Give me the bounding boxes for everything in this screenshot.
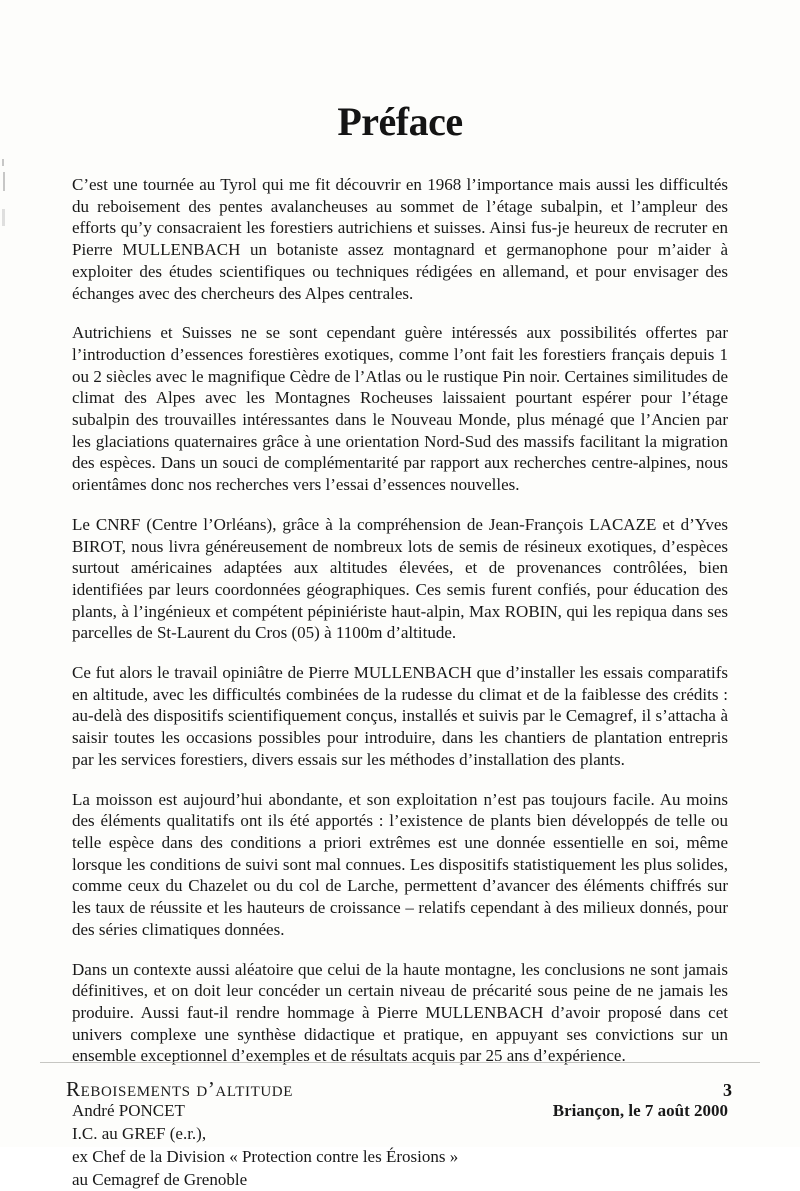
preface-paragraph: Ce fut alors le travail opiniâtre de Pierre MULLENBACH que d’installer les essais comparatifs en altitude, avec les difficultés combinées de la rudesse du climat et de la faiblesse des crédits : au-delà des dispositifs scientifiquement conçus, installés et suivis par le Cemagref, il s’attacha à saisir toutes les occasions possibles pour introduire, dans les chantiers de plantation entrepris par les services forestiers, divers essais sur les méthodes d’installation des plants.	[72, 663, 728, 769]
preface-paragraph: Dans un contexte aussi aléatoire que celui de la haute montagne, les conclusions ne sont jamais définitives, et on doit leur concéder un certain niveau de précarité sous peine de ne jamais les produire. Aussi faut-il rendre hommage à Pierre MULLENBACH d’avoir proposé dans cet univers complexe une synthèse didactique et pratique, en appuyant ses convictions sur un ensemble exceptionnel d’exemples et de résultats acquis par 25 ans d’expérience.	[72, 959, 728, 1066]
author-title: I.C. au GREF (e.r.),	[72, 1124, 207, 1144]
preface-body	[72, 174, 728, 1067]
scan-artifact	[2, 159, 4, 166]
scan-artifact	[3, 172, 5, 191]
running-book-title: Reboisements d’altitude	[66, 1077, 293, 1101]
signature-row	[72, 1099, 728, 1122]
preface-paragraph: La moisson est aujourd’hui abondante, et son exploitation n’est pas toujours facile. Au moins des éléments qualitatifs ont ils été apportés : l’existence de plants bien développés de telle ou telle espèce dans des conditions a priori extrêmes est une donnée essentielle en soi, même lorsque les conditions de suivi sont mal connues. Les dispositifs statistiquement les plus solides, comme ceux du Chazelet ou du col de Larche, permettent d’avancer des éléments chiffrés sur les taux de réussite et les hauteurs de croissance – relatifs cependant à des milieux donnés, pour des séries climatiques données.	[72, 789, 728, 939]
place-and-date: Briançon, le 7 août 2000	[552, 1101, 728, 1121]
preface-paragraph: C’est une tournée au Tyrol qui me fit découvrir en 1968 l’importance mais aussi les difficultés du reboisement des pentes avalancheuses au sommet de l’étage subalpin, et l’ampleur des efforts qu’y consacraient les forestiers autrichiens et suisses. Ainsi fus-je heureux de recruter en Pierre MULLENBACH un botaniste assez montagnard et germanophone pour m’aider à exploiter des études scientifiques ou techniques rédigées en allemand, et pour envisager des échanges avec des chercheurs des Alpes centrales.	[72, 175, 728, 303]
page-number: 3	[723, 1080, 732, 1100]
scan-artifact	[2, 209, 5, 226]
preface-paragraph: Autrichiens et Suisses ne se sont cependant guère intéressés aux possibilités offertes par l’introduction d’essences forestières exotiques, comme l’ont fait les forestiers français depuis 1 ou 2 siècles avec le magnifique Cèdre de l’Atlas ou le rustique Pin noir. Certaines similitudes de climat des Alpes avec les Montagnes Rocheuses laissaient pourtant espérer pour l’étage subalpin des trouvailles intéressantes dans le Nouveau Monde, plus ménagé que l’Ancien par les glaciations quaternaires grâce à une orientation Nord-Sud des massifs facilitant la migration des espèces. Dans un souci de complémentarité par rapport aux recherches centre-alpines, nous orientâmes donc nos recherches vers l’essai d’essences nouvelles.	[72, 323, 728, 495]
author-name: André PONCET	[72, 1101, 185, 1121]
footer-row	[40, 1063, 760, 1102]
author-former-role: ex Chef de la Division « Protection contre les Érosions »	[72, 1147, 459, 1167]
page-footer	[40, 1062, 760, 1102]
signature-block	[72, 1099, 728, 1191]
author-affiliation: au Cemagref de Grenoble	[72, 1170, 248, 1190]
page-title: Préface	[337, 99, 463, 144]
preface-paragraph: Le CNRF (Centre l’Orléans), grâce à la compréhension de Jean-François LACAZE et d’Yves BIROT, nous livra généreusement de nombreux lots de semis de résineux exotiques, d’espèces surtout américaines adaptées aux altitudes élevées, et de provenances contrôlées, bien identifiées par leurs coordonnées géographiques. Ces semis furent confiés, pour éducation des plants, à l’ingénieux et compétent pépiniériste haut-alpin, Max ROBIN, qui les repiqua dans ses parcelles de St-Laurent du Cros (05) à 1100m d’altitude.	[72, 514, 728, 643]
